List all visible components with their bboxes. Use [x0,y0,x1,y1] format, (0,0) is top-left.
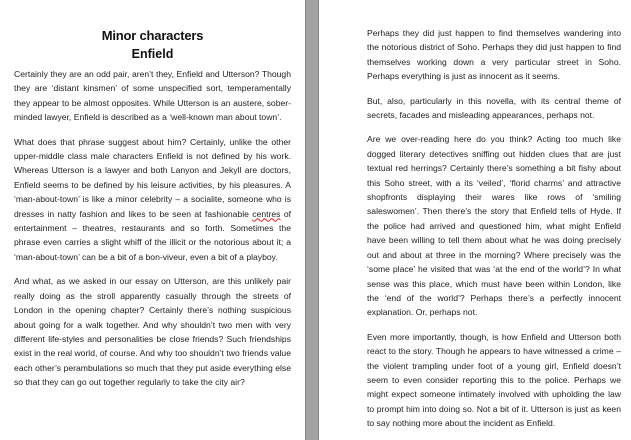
paragraph: Even more importantly, though, is how Enfield and Utterson both react to the story. Though he appears to have witnessed a crime – the violent trampling under foot of a young girl, Enfield doesn’t seem to even consider reporting this to the police. Perhaps we might expect someone intimately involved with upholding the law to prompt him into doing so. Not a bit of it. Utterson is just as keen to say nothing more about the incident as Enfield. [367,331,621,429]
paragraph: Are we over-reading here do you think? Acting too much like dogged literary detectives sniffing out hidden clues that are just textual red herrings? Certainly there’s something a bit fishy about this Soho street, with a its ‘veiled’, ‘florid charms’ and attractive shopfronts displaying their wares like rows of ‘smiling saleswomen’. Then there’s the story that Enfield tells of Hyde. If the police had arrived and questioned him, what might Enfield have been willing to tell them about what he was doing precisely out and about at three in the morning? Where precisely was the ‘some place’ he visited that was ‘at the end of the world’? In what sense was this place, which must have been within London, like the ‘end of the world’? Perhaps there’s a perfectly innocent explanation. Or, perhaps not. [367,134,621,318]
spelling-error-word[interactable]: centres [252,208,281,219]
left-page [0,0,306,440]
paragraph [14,135,291,265]
paragraph: But, also, particularly in this novella, with its central theme of secrets, facades and misleading appearances, perhaps not. [367,95,621,121]
paragraph: Perhaps they did just happen to find themselves wandering into the notorious district of Soho. Perhaps they did just happen to find themselves working down a very particular street in Soho. Perhaps everything is just as innocent as it seems. [367,28,621,82]
paragraph-text: What does that phrase suggest about him? Certainly, unlike the other upper-middle class male characters Enfield is not defined by his work. Whereas Utterson is a lawyer and both Lanyon and Jekyll are doctors, Enfield seems to be defined by his leisure activities, by his pleasures. A ‘man-about-town’ is like a minor celebrity – a socialite, someone who is dresses in natty fashion and likes to be seen at fashionable [14,136,291,219]
paragraph: And what, as we asked in our essay on Utterson, are this unlikely pair really doing as the stroll apparently casually through the streets of London in the opening chapter? Certainly there’s nothing suspicious about going for a walk together. And why shouldn’t two men with very different life-styles and personalities be close friends? Such friendships exist in the real world, of course. And why too shouldn’t two friends value each other’s perambulations so much that they put aside everything else so that they can go out together regularly to take the city air? [14,276,291,388]
section-heading: Enfield [131,47,174,61]
paragraph: Certainly they are an odd pair, aren’t they, Enfield and Utterson? Though they are ‘distant kinsmen’ of some unspecified sort, temperamentally they appear to be almost opposites. While Utterson is an austere, sober-minded lawyer, Enfield is described as a ‘well-known man about town’. [14,69,291,123]
page-title: Minor characters [101,28,204,43]
page-gap [306,0,318,440]
paragraph-text: of entertainment – theatres, restaurants and so forth. Sometimes the phrase even carries a slight whiff of the illicit or the notorious about it; a ‘man-about-town’ can be a bit of a bon-viveur, even a bit of a playboy. [14,208,291,262]
right-page [318,0,631,440]
